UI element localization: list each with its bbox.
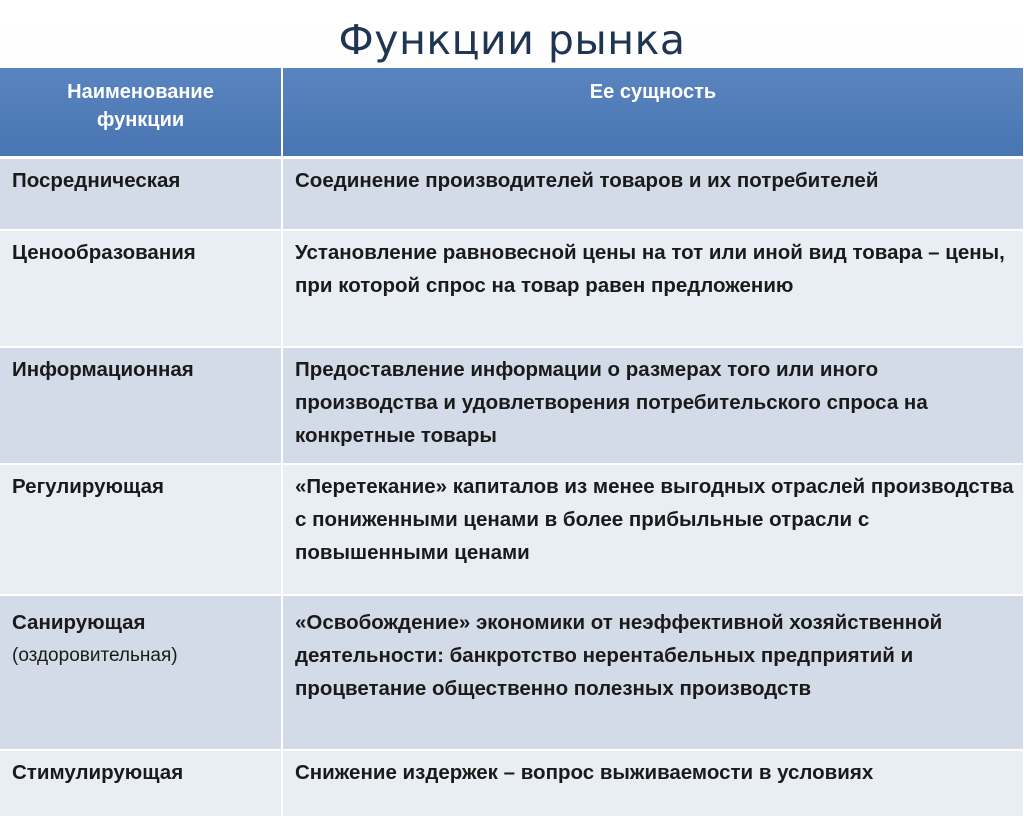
function-name: Посредническая [12, 169, 181, 192]
table-row [0, 464, 1024, 595]
function-name: Санирующая [12, 611, 146, 634]
function-name: Регулирующая [12, 475, 164, 498]
function-name: Информационная [12, 358, 194, 381]
function-name: Стимулирующая [12, 761, 184, 784]
function-name-cell [0, 158, 282, 231]
function-desc-cell: «Освобождение» экономики от неэффективной хозяйственной деятельности: банкротство нерентабельных предприятий и процветание общественно полезных производств [282, 595, 1024, 750]
header-function-essence: Ее сущность [282, 68, 1024, 158]
function-name-cell [0, 595, 282, 750]
function-desc-cell: Предоставление информации о размерах того или иного производства и удовлетворения потребительского спроса на конкретные товары [282, 347, 1024, 464]
function-desc-cell: Установление равновесной цены на тот или иной вид товара – цены, при которой спрос на товар равен предложению [282, 230, 1024, 347]
function-name-cell [0, 750, 282, 817]
market-functions-table [0, 68, 1024, 818]
function-desc-cell: «Перетекание» капиталов из менее выгодных отраслей производства с пониженными ценами в более прибыльные отрасли с повышенными ценами [282, 464, 1024, 595]
header-function-name: Наименование функции [0, 68, 282, 158]
function-name: Ценообразования [12, 241, 196, 264]
table-row [0, 595, 1024, 750]
function-desc-cell: Снижение издержек – вопрос выживаемости в условиях [282, 750, 1024, 817]
page-title: Функции рынка [338, 16, 686, 64]
function-name-cell [0, 464, 282, 595]
table-row [0, 347, 1024, 464]
table-row [0, 750, 1024, 817]
function-name-cell [0, 230, 282, 347]
table-header-row [0, 68, 1024, 158]
function-name-cell [0, 347, 282, 464]
table-row [0, 230, 1024, 347]
function-desc-cell: Соединение производителей товаров и их потребителей [282, 158, 1024, 231]
table-row [0, 158, 1024, 231]
function-name-subtitle: (оздоровительная) [12, 645, 178, 666]
